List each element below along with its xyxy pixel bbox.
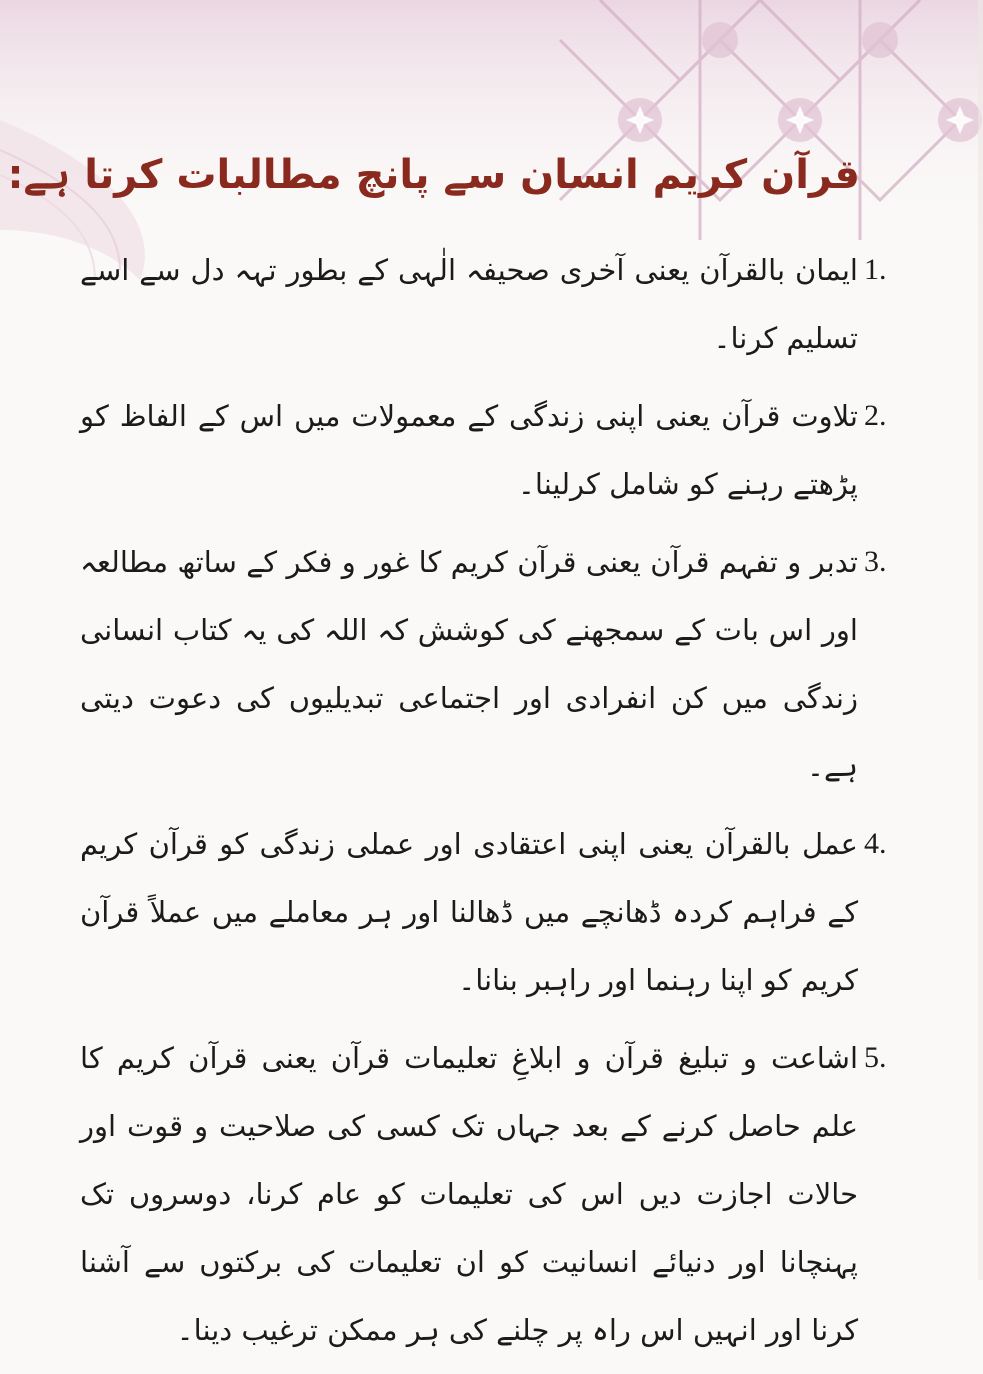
list-item-text: عمل بالقرآن یعنی اپنی اعتقادی اور عملی زندگی کو قرآن کریم کے فراہم کردہ ڈھانچے میں ڈھالنا اور ہر معاملے میں عملاً قرآن کریم کو اپنا رہنما اور راہبر بنانا۔ <box>80 827 858 997</box>
list-item-text: تدبر و تفہم قرآن یعنی قرآن کریم کا غور و فکر کے ساتھ مطالعہ اور اس بات کے سمجھنے کی کوشش کہ اللہ کی یہ کتاب انسانی زندگی میں کن انفرادی اور اجتماعی تبدیلیوں کی دعوت دیتی ہے۔ <box>80 545 858 783</box>
list-item-text: تلاوت قرآن یعنی اپنی زندگی کے معمولات میں اس کے الفاظ کو پڑھتے رہنے کو شامل کرلینا۔ <box>80 399 858 501</box>
list-item <box>80 236 920 372</box>
list-item <box>80 810 920 1014</box>
list-item-number: 1. <box>864 253 887 286</box>
list-item-number: 2. <box>864 399 887 432</box>
list-item-number: 4. <box>864 827 887 860</box>
list-item-text: ایمان بالقرآن یعنی آخری صحیفہ الٰہی کے بطور تہہ دل سے اسے تسلیم کرنا۔ <box>80 253 858 355</box>
list-item <box>80 1024 920 1364</box>
page-title: قرآن کریم انسان سے پانچ مطالبات کرتا ہے: <box>7 152 860 198</box>
list-item-text: اشاعت و تبلیغ قرآن و ابلاغِ تعلیمات قرآن یعنی قرآن کریم کا علم حاصل کرنے کے بعد جہاں تک کسی کی صلاحیت و قوت اور حالات اجازت دیں اس کی تعلیمات کو عام کرنا، دوسروں تک پہنچانا اور دنیائے انسانیت کو ان تعلیمات کی برکتوں سے آشنا کرنا اور انہیں اس راہ پر چلنے کی ہر ممکن ترغیب دینا۔ <box>80 1041 858 1347</box>
demands-list <box>80 236 920 1374</box>
list-item <box>80 528 920 800</box>
list-item-number: 5. <box>864 1041 887 1074</box>
list-item-number: 3. <box>864 545 887 578</box>
list-item <box>80 382 920 518</box>
